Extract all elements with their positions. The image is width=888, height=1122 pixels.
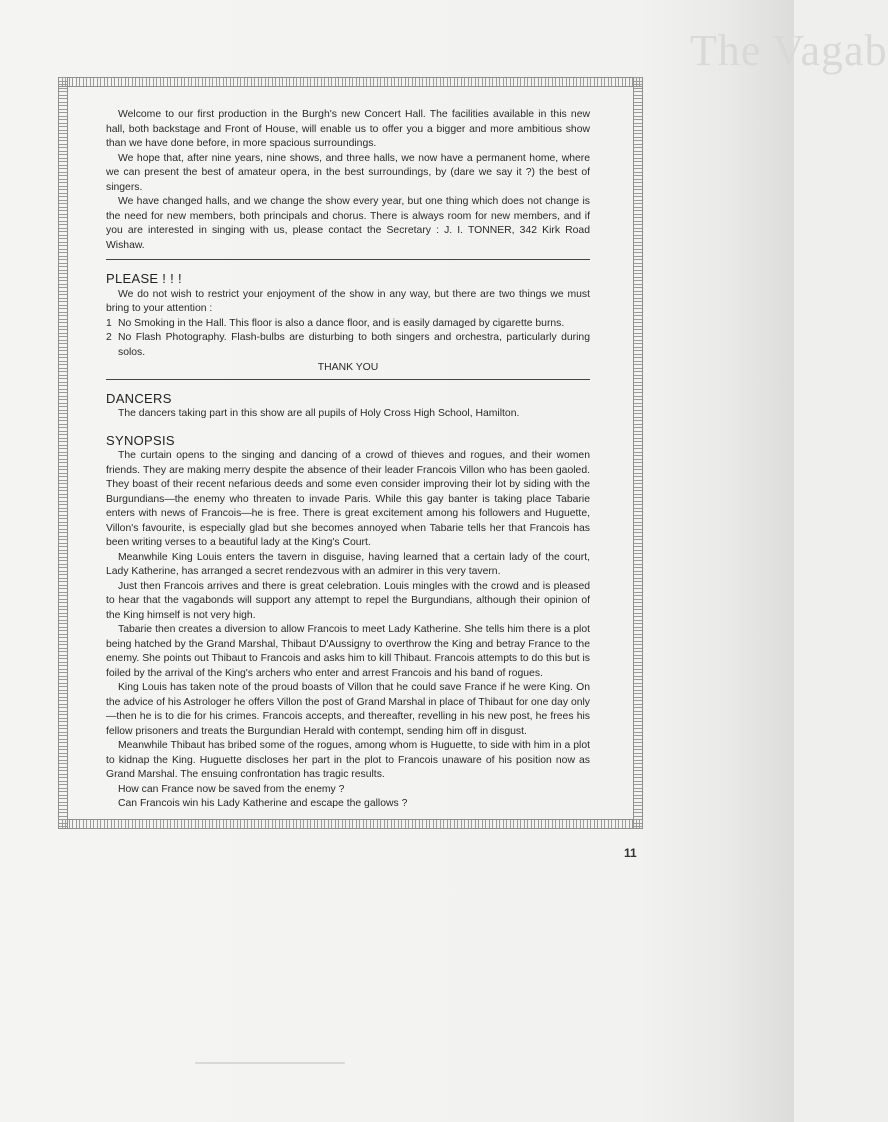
border-right (633, 77, 643, 829)
border-left (58, 77, 68, 829)
welcome-section (106, 108, 590, 260)
program-text (106, 108, 590, 812)
synopsis-paragraph: King Louis has taken note of the proud boasts of Villon that he could save France if he were King. On the advice of his Astrologer he offers Villon the post of Grand Marshal in place of Thibaut for one day only—then he is to die for his crimes. Francois accepts, and thereafter, revelling in his new post, he frees his fellow prisoners and treats the Burgundian Herald with contempt, sending him off in disgust. (106, 682, 590, 737)
welcome-paragraph: We have changed halls, and we change the show every year, but one thing which does not change is the need for new members, both principals and chorus. There is always room for new members, and if you are interested in singing with us, please contact the Secretary : J. I. TONNER, 342 Kirk Road Wishaw. (106, 196, 590, 251)
synopsis-paragraph: The curtain opens to the singing and dancing of a crowd of thieves and rogues, and their women friends. They are making merry despite the absence of their leader Francois Villon who has been gaoled. They boast of their recent nefarious deeds and some even consider improving their lot by siding with the Burgundians—the enemy who threaten to invade Paris. While this gay banter is taking place Tabarie enters with news of Francois—he is free. There is great excitement among his followers and Huguette, Villon's favourite, is especially glad but she becomes annoyed when Tabarie tells her that Francois has been writing verses to a beautiful lady at the King's Court. (106, 450, 590, 548)
synopsis-paragraph: Meanwhile Thibaut has bribed some of the rogues, among whom is Huguette, to side with him in a plot to kidnap the King. Huguette discloses her part in the plot to Francois unaware of his position now as Grand Marshal. The ensuing confrontation has tragic results. (106, 740, 590, 780)
dancers-section (106, 392, 590, 422)
rule-text: No Flash Photography. Flash-bulbs are disturbing to both singers and orchestra, particularly during solos. (118, 332, 590, 358)
border-bottom (58, 819, 643, 829)
please-section (106, 272, 590, 380)
rule-number: 2 (106, 332, 112, 343)
synopsis-heading: SYNOPSIS (106, 432, 175, 448)
thank-you: THANK YOU (317, 362, 379, 373)
section-divider (106, 379, 590, 380)
synopsis-paragraph: Tabarie then creates a diversion to allow Francois to meet Lady Katherine. She tells him there is a plot being hatched by the Grand Marshal, Thibaut D'Aussigny to overthrow the King and betray France to the enemy. She points out Thibaut to Francois and asks him to kill Thibaut. Francois attempts to do this but is foiled by the arrival of the King's archers who enter and arrest Francois and his band of rogues. (106, 624, 590, 679)
section-divider (106, 259, 590, 260)
dancers-heading: DANCERS (106, 390, 172, 406)
synopsis-section (106, 434, 590, 812)
dancers-text: The dancers taking part in this show are all pupils of Holy Cross High School, Hamilton. (118, 408, 520, 419)
rule-text: No Smoking in the Hall. This floor is also a dance floor, and is easily damaged by cigarette burns. (118, 317, 565, 329)
welcome-paragraph: Welcome to our first production in the Burgh's new Concert Hall. The facilities available in this new hall, both backstage and Front of House, will enable us to offer you a bigger and more ambitious show than we have done before, in more spacious surroundings. (106, 109, 590, 149)
please-heading: PLEASE ! ! ! (106, 271, 182, 286)
rules-list (106, 317, 590, 361)
bleed-through-title: The Vagab (690, 26, 888, 75)
rule-item (106, 331, 590, 360)
synopsis-paragraph: Just then Francois arrives and there is great celebration. Louis mingles with the crowd and is pleased to hear that the vagabonds will support any attempt to repel the Burgundians, although their opinion of the King himself is not very high. (106, 580, 590, 621)
please-intro: We do not wish to restrict your enjoyment of the show in any way, but there are two things we must bring to your attention : (106, 288, 590, 314)
page-number: 11 (624, 846, 637, 860)
rule-item (106, 317, 590, 332)
border-top (58, 77, 643, 87)
synopsis-paragraph: Meanwhile King Louis enters the tavern in disguise, having learned that a certain lady of the court, Lady Katherine, has arranged a secret rendezvous with an admirer in this very tavern. (106, 551, 590, 577)
synopsis-question: Can Francois win his Lady Katherine and escape the gallows ? (118, 798, 408, 809)
scan-mark (195, 1062, 345, 1064)
rule-number: 1 (106, 317, 112, 329)
synopsis-question: How can France now be saved from the enemy ? (118, 783, 345, 795)
welcome-paragraph: We hope that, after nine years, nine shows, and three halls, we now have a permanent home, where we can present the best of amateur opera, in the best surroundings, by (dare we say it ?) the best of singers. (106, 152, 590, 193)
